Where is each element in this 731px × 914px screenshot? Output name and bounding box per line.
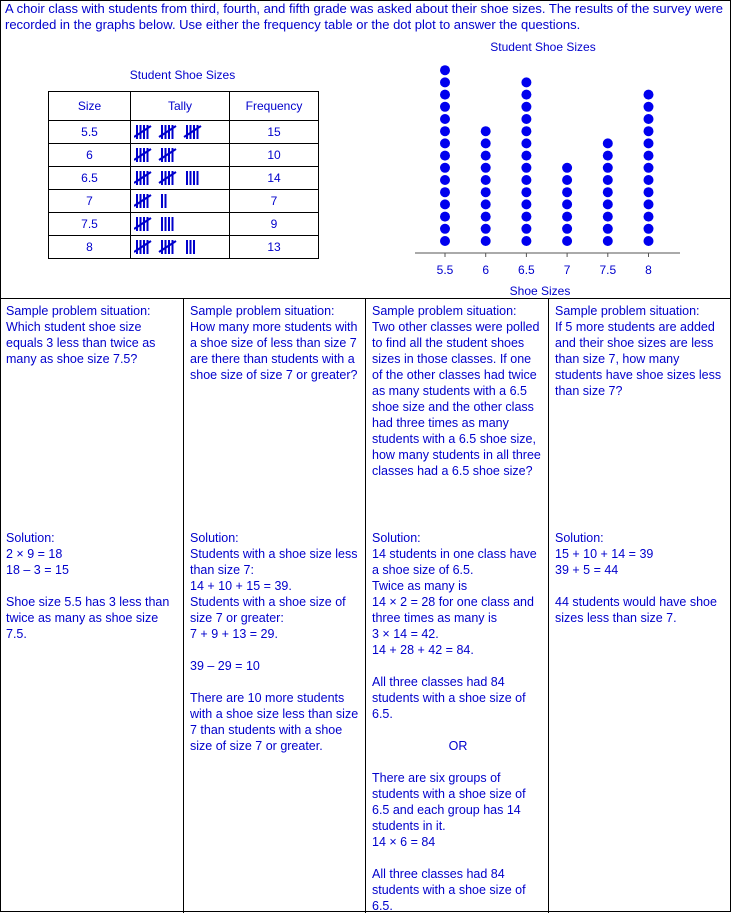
problem-column-2 [183,299,365,913]
tally-marks [134,146,226,164]
data-dot [644,199,654,209]
x-tick-label: 7 [563,263,571,277]
header-frequency: Frequency [230,92,319,121]
table-row [49,190,319,213]
header-tally: Tally [131,92,230,121]
data-dot [481,212,491,222]
table-row [49,213,319,236]
tally-group [134,171,151,185]
table-row [49,236,319,259]
data-dot [440,224,450,234]
data-dot [521,102,531,112]
data-dot [562,163,572,173]
tally-group [162,217,173,231]
tally-cell [131,167,230,190]
problem-solution: Solution: Students with a shoe size less than size 7: 14 + 10 + 15 = 39. Students with a shoe size of size 7 or greater: 7 + 9 + 13 = 29. 39 – 29 = 10 There are 10 more students with a shoe size less than size 7 than students with a shoe size of size 7 or greater. [190,531,359,753]
solution-method-2: There are six groups of students with a shoe size of 6.5 and each group has 14 students in it. 14 × 6 = 84 All three classes had 84 students with a shoe size of 6.5. [372,771,526,913]
tally-group [162,194,166,208]
tally-cell [131,213,230,236]
intro-text: A choir class with students from third, fourth, and fifth grade was asked about their shoe sizes. The results of the survey were recorded in the graphs below. Use either the frequency table or the dot plot to answer the questions. [5,1,724,32]
tally-group [134,217,151,231]
tally-group [159,240,176,254]
data-dot [644,236,654,246]
data-dot [521,126,531,136]
data-dot [440,102,450,112]
tally-group [159,171,176,185]
data-dot [644,151,654,161]
data-dot [521,199,531,209]
x-axis-label: Shoe Sizes [509,284,571,298]
table-row [49,167,319,190]
data-dot [440,151,450,161]
problem-solution: Solution: 2 × 9 = 18 18 – 3 = 15 Shoe size 5.5 has 3 less than twice as many as shoe size 7.5. [6,531,170,641]
data-dot [603,199,613,209]
data-dot [562,236,572,246]
data-dot [603,151,613,161]
data-dot [521,77,531,87]
x-tick-label: 6.5 [518,263,535,277]
size-cell: 5.5 [49,121,131,144]
header-size: Size [49,92,131,121]
problem-column-4 [548,299,731,913]
tally-group [187,240,194,254]
data-dot [562,175,572,185]
data-dot [603,236,613,246]
frequency-cell: 9 [230,213,319,236]
tally-marks [134,192,226,210]
data-dot [481,199,491,209]
data-dot [644,175,654,185]
frequency-cell: 14 [230,167,319,190]
data-dot [440,90,450,100]
data-dot [562,187,572,197]
data-dot [521,187,531,197]
data-dot [521,114,531,124]
data-dot [440,77,450,87]
data-dot [521,90,531,100]
data-dot [521,224,531,234]
or-separator: OR [448,739,468,753]
size-cell: 7 [49,190,131,213]
data-dot [644,126,654,136]
x-tick-label: 8 [645,263,652,277]
size-cell: 6 [49,144,131,167]
tally-cell [131,236,230,259]
data-dot [644,224,654,234]
table-title: Student Shoe Sizes [129,68,236,82]
problem-situation: Sample problem situation: Which student shoe size equals 3 less than twice as many as shoe size 7.5? [6,304,156,366]
data-dot [521,163,531,173]
problem-column-3 [365,299,548,913]
data-dot [603,175,613,185]
tally-group [187,171,198,185]
frequency-cell: 7 [230,190,319,213]
frequency-table [48,91,319,259]
problem-column-1 [0,299,183,913]
frequency-cell: 13 [230,236,319,259]
tally-group [134,125,151,139]
data-dot [603,138,613,148]
tally-cell [131,190,230,213]
data-dot [481,175,491,185]
data-dot [440,187,450,197]
data-dot [521,151,531,161]
x-tick-label: 7.5 [599,263,617,277]
data-dot [603,187,613,197]
data-dot [644,187,654,197]
data-dot [440,163,450,173]
data-dot [440,138,450,148]
dot-plot [405,55,685,285]
table-header-row [49,92,319,121]
x-tick-label: 5.5 [436,263,454,277]
data-dot [440,199,450,209]
data-dot [644,114,654,124]
data-dot [440,236,450,246]
data-dot [481,187,491,197]
tally-marks [134,123,226,141]
data-dot [521,175,531,185]
data-dot [440,212,450,222]
x-tick-label: 6 [482,263,490,277]
data-dot [440,114,450,124]
data-dot [440,175,450,185]
data-dot [481,138,491,148]
data-dot [481,126,491,136]
data-dot [481,224,491,234]
data-dot [562,199,572,209]
tally-group [134,194,151,208]
frequency-cell: 10 [230,144,319,167]
tally-marks [134,238,226,256]
tally-group [134,148,151,162]
problem-situation: Sample problem situation: If 5 more students are added and their shoe sizes are less than size 7, how many students have shoe sizes less than size 7? [555,304,722,398]
problem-solution: Solution: 15 + 10 + 14 = 39 39 + 5 = 44 44 students would have shoe sizes less than size 7. [555,531,717,625]
data-dot [521,138,531,148]
data-dot [644,102,654,112]
data-dot [603,163,613,173]
data-dot [521,212,531,222]
tally-cell [131,144,230,167]
table-row [49,144,319,167]
size-cell: 8 [49,236,131,259]
data-dot [603,224,613,234]
tally-group [184,125,201,139]
data-dot [440,65,450,75]
data-dot [481,236,491,246]
problem-situation: Sample problem situation: How many more students with a shoe size of less than size 7 are there than students with a shoe size of size 7 or greater? [190,304,358,382]
problem-situation: Sample problem situation: Two other classes were polled to find all the student shoes sizes in those classes. If one of the other classes had twice as many students with a 6.5 shoe size and the other class had three times as many students with a 6.5 shoe size, how many students in all three classes had a 6.5 shoe size? [372,304,541,478]
problem-solution [372,530,544,914]
tally-cell [131,121,230,144]
solution-method-1: Solution: 14 students in one class have a shoe size of 6.5. Twice as many is 14 × 2 = 28 for one class and three times as many is 3 × 14 = 42. 14 + 28 + 42 = 84. All three classes had 84 students with a shoe size of 6.5. [372,531,537,721]
data-dot [481,151,491,161]
data-dot [481,163,491,173]
frequency-cell: 15 [230,121,319,144]
data-dot [644,212,654,222]
tally-group [134,240,151,254]
size-cell: 6.5 [49,167,131,190]
data-dot [440,126,450,136]
data-dot [644,138,654,148]
tally-marks [134,169,226,187]
problems-grid [0,298,731,913]
tally-marks [134,215,226,233]
chart-title: Student Shoe Sizes [490,40,596,54]
size-cell: 7.5 [49,213,131,236]
data-dot [644,90,654,100]
table-row [49,121,319,144]
data-dot [603,212,613,222]
tally-group [159,125,176,139]
data-dot [562,212,572,222]
tally-group [159,148,176,162]
data-dot [644,163,654,173]
data-dot [562,224,572,234]
data-dot [521,236,531,246]
